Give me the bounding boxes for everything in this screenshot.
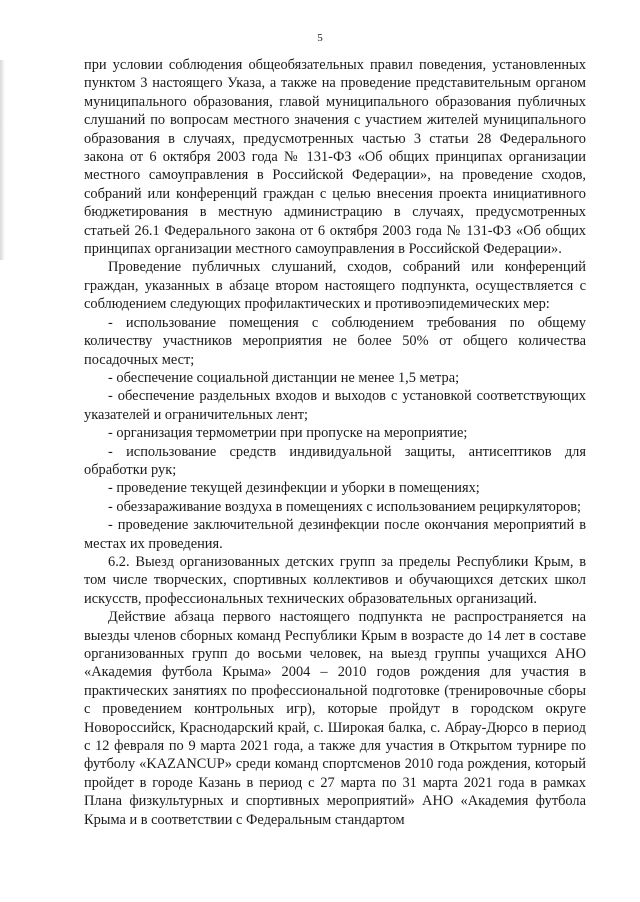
list-item: - обеспечение раздельных входов и выходов с установкой соответствующих указателей и ограничительных лент; [84,388,586,423]
paragraph: Проведение публичных слушаний, сходов, собраний или конференций граждан, указанных в абзаце втором настоящего подпункта, осуществляется с соблюдением следующих профилактических и противоэпидемических мер: [84,259,586,313]
list-item: - использование помещения с соблюдением требования по общему количеству участников мероприятия не более 50% от общего количества посадочных мест; [84,314,586,368]
paragraph: Действие абзаца первого настоящего подпункта не распространяется на выезды членов сборных команд Республики Крым в возрасте до 14 лет в составе организованных групп до восьми человек, на выезд группы учащихся АНО «Академия футбола Крыма» 2004 – 2010 годов рождения для участия в практических занятиях по профессиональной подготовке (тренировочные сборы с проведением контрольных игр), которые пройдут в городском округе Новороссийск, Краснодарский край, с. Широкая балка, с. Абрау-Дюрсо в период с 12 февраля по 9 марта 2021 года, а также для участия в Открытом турнире по футболу «KAZANCUP» среди команд спортсменов 2010 года рождения, который пройдет в городе Казань в период с 27 марта по 31 марта 2021 года в рамках Плана физкультурных и спортивных мероприятий» АНО «Академия футбола Крыма и в соответствии с Федеральным стандартом [84,609,586,828]
list-item: - организация термометрии при пропуске на мероприятие; [108,425,468,442]
page-number: 5 [317,32,323,44]
document-body [84,56,586,829]
list-item: - проведение заключительной дезинфекции после окончания мероприятий в местах их проведения. [84,517,586,552]
list-item: - обеспечение социальной дистанции не менее 1,5 метра; [108,369,460,386]
paragraph: при условии соблюдения общеобязательных правил поведения, установленных пунктом 3 настоящего Указа, а также на проведение представительным органом муниципального образования, главой муниципального образования публичных слушаний по вопросам местного значения с участием жителей муниципального образования в случаях, предусмотренных частью 3 статьи 28 Федерального закона от 6 октября 2003 года № 131-ФЗ «Об общих принципах организации местного самоуправления в Российской Федерации», на проведение сходов, собраний или конференций граждан с целью внесения проекта инициативного бюджетирования в местную администрацию в случаях, предусмотренных статьей 26.1 Федерального закона от 6 октября 2003 года № 131-ФЗ «Об общих принципах организации местного самоуправления в Российской Федерации». [84,57,586,258]
list-item: - использование средств индивидуальной защиты, антисептиков для обработки рук; [84,443,586,478]
scan-edge-shadow [0,60,5,260]
list-item: - проведение текущей дезинфекции и уборки в помещениях; [108,480,480,497]
list-item: - обеззараживание воздуха в помещениях с использованием рециркуляторов; [108,498,582,515]
section-paragraph: 6.2. Выезд организованных детских групп за пределы Республики Крым, в том числе творческих, спортивных коллективов и обучающихся детских школ искусств, профессиональных технических образовательных организаций. [84,553,586,607]
